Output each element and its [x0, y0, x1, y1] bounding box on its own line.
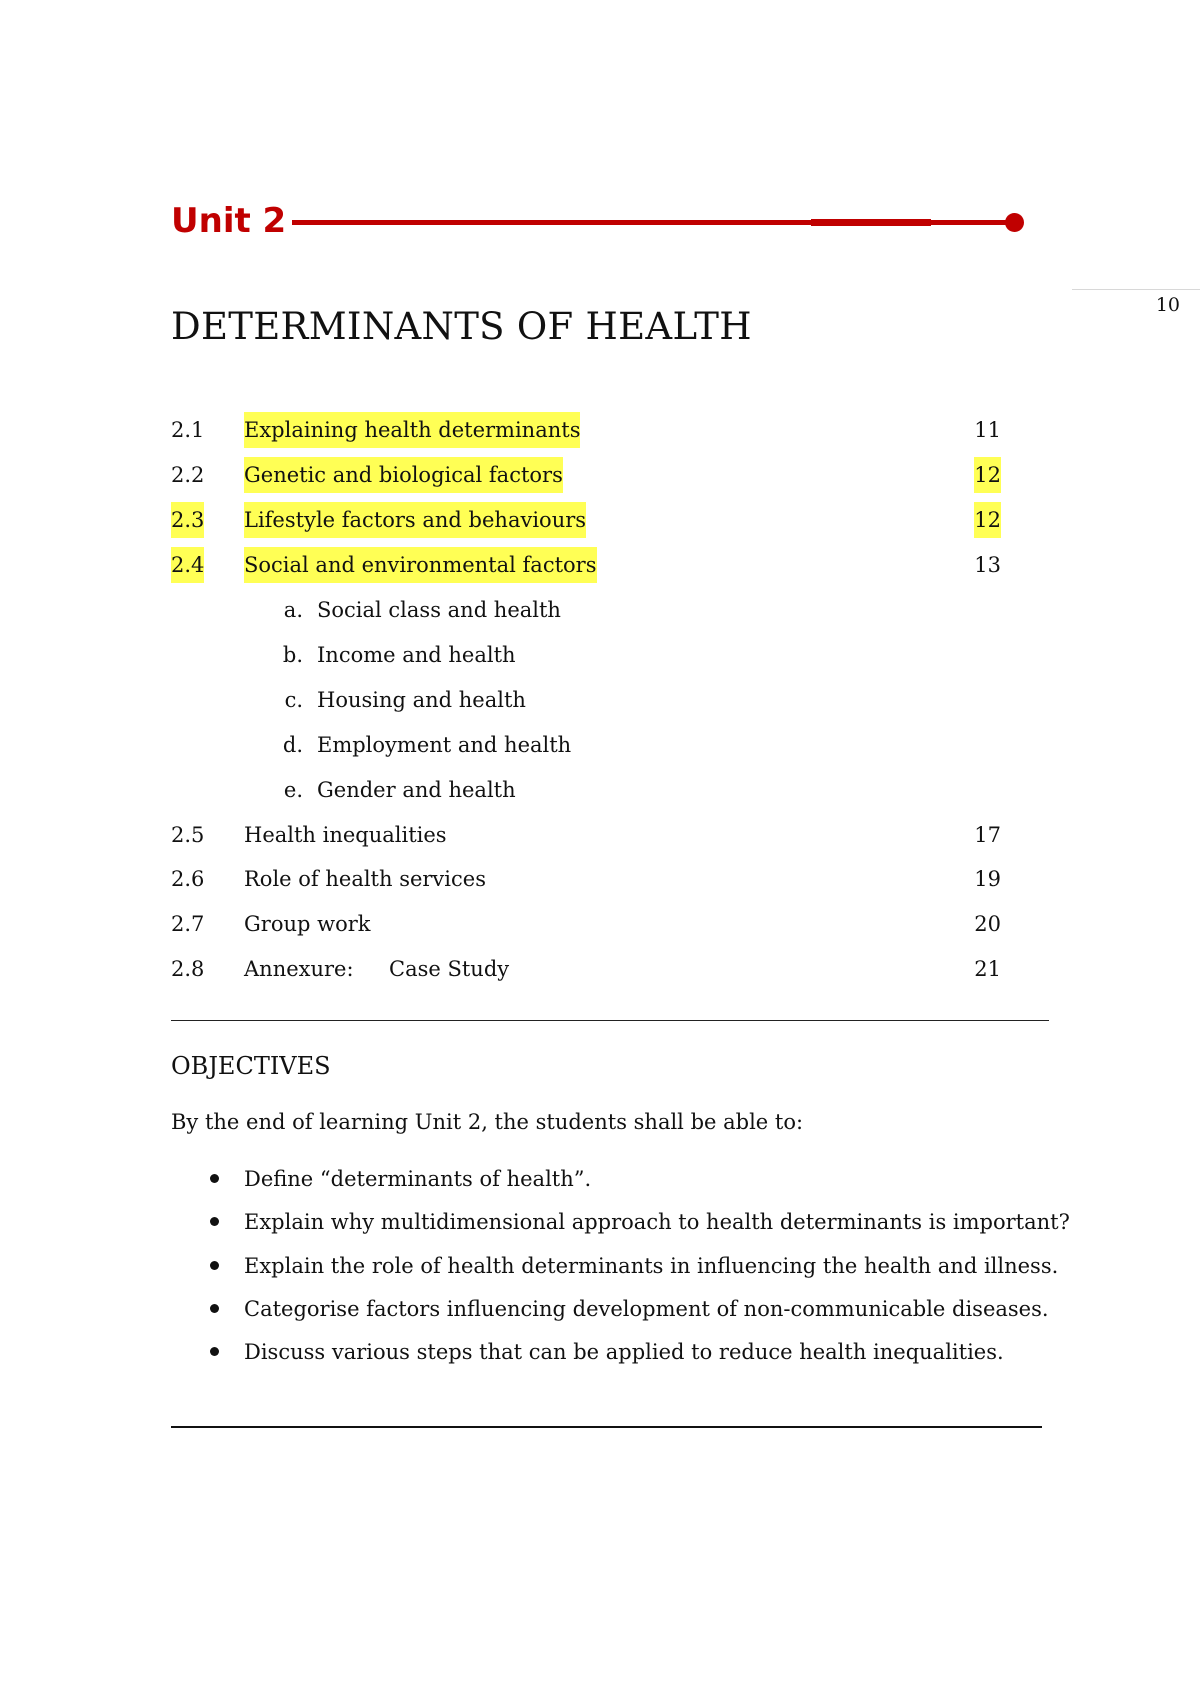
- unit-rule-end-dot: [1005, 213, 1024, 232]
- toc-page: 20: [974, 912, 1001, 936]
- toc-label: Role of health services: [244, 867, 486, 891]
- toc-page: 12: [974, 457, 1001, 493]
- subitem-letter: b.: [282, 643, 303, 667]
- toc-page: 19: [974, 867, 1001, 891]
- toc-page: 12: [974, 502, 1001, 538]
- toc-number: 2.3: [171, 502, 204, 538]
- unit-rule-accent: [811, 219, 931, 226]
- toc-label: Health inequalities: [244, 823, 447, 847]
- toc-page: 13: [974, 553, 1001, 577]
- toc-page: 11: [974, 418, 1001, 442]
- toc-number: 2.8: [171, 957, 205, 981]
- toc-entry-2-2: [171, 457, 1001, 493]
- toc-number: 2.1: [171, 418, 205, 442]
- subitem-label: Employment and health: [317, 733, 572, 757]
- toc-entry-2-7: [171, 906, 1001, 942]
- toc-number: 2.5: [171, 823, 205, 847]
- bullet-icon: [210, 1217, 219, 1226]
- subitem-label: Gender and health: [317, 778, 516, 802]
- toc-page: 17: [974, 823, 1001, 847]
- toc-label: Explaining health determinants: [244, 412, 580, 448]
- objective-text: Explain why multidimensional approach to health determinants is important?: [244, 1210, 1070, 1234]
- subitem-letter: c.: [284, 688, 303, 712]
- toc-label: Lifestyle factors and behaviours: [244, 502, 586, 538]
- bottom-divider: [171, 1426, 1042, 1428]
- toc-number: 2.2: [171, 463, 205, 487]
- subitem-label: Housing and health: [317, 688, 526, 712]
- page-number-rule: [1072, 289, 1200, 290]
- toc-number: 2.7: [171, 912, 205, 936]
- toc-entry-2-3: [171, 502, 1001, 538]
- toc-label: Genetic and biological factors: [244, 457, 563, 493]
- subitem-label: Income and health: [317, 643, 516, 667]
- page-title: DETERMINANTS OF HEALTH: [171, 305, 752, 348]
- objective-text: Explain the role of health determinants in influencing the health and illness.: [244, 1254, 1059, 1278]
- page-number: 10: [1155, 294, 1180, 316]
- toc-number: 2.6: [171, 867, 205, 891]
- unit-label: Unit 2: [171, 201, 287, 241]
- toc-entry-2-5: [171, 817, 1001, 853]
- objectives-intro: By the end of learning Unit 2, the students shall be able to:: [171, 1110, 804, 1134]
- annexure-label: Annexure:: [244, 957, 354, 981]
- bullet-icon: [210, 1347, 219, 1356]
- bullet-icon: [210, 1174, 219, 1183]
- objectives-heading: OBJECTIVES: [171, 1052, 331, 1080]
- annexure-value: Case Study: [389, 957, 510, 981]
- toc-label: Social and environmental factors: [244, 547, 597, 583]
- toc-page: 21: [974, 957, 1001, 981]
- toc-label: Group work: [244, 912, 371, 936]
- bullet-icon: [210, 1304, 219, 1313]
- toc-entry-2-4: [171, 547, 1001, 583]
- subitem-letter: a.: [283, 598, 303, 622]
- toc-entry-2-8: [171, 951, 1001, 987]
- objective-text: Categorise factors influencing development of non-communicable diseases.: [244, 1297, 1049, 1321]
- objective-text: Discuss various steps that can be applied to reduce health inequalities.: [244, 1340, 1004, 1364]
- toc-entry-2-1: [171, 412, 1001, 448]
- toc-number: 2.4: [171, 547, 204, 583]
- subitem-label: Social class and health: [317, 598, 561, 622]
- section-divider: [171, 1020, 1049, 1021]
- subitem-letter: e.: [283, 778, 303, 802]
- objective-text: Define “determinants of health”.: [244, 1167, 592, 1191]
- subitem-letter: d.: [282, 733, 303, 757]
- toc-entry-2-6: [171, 861, 1001, 897]
- unit-header: [171, 198, 1031, 250]
- bullet-icon: [210, 1261, 219, 1270]
